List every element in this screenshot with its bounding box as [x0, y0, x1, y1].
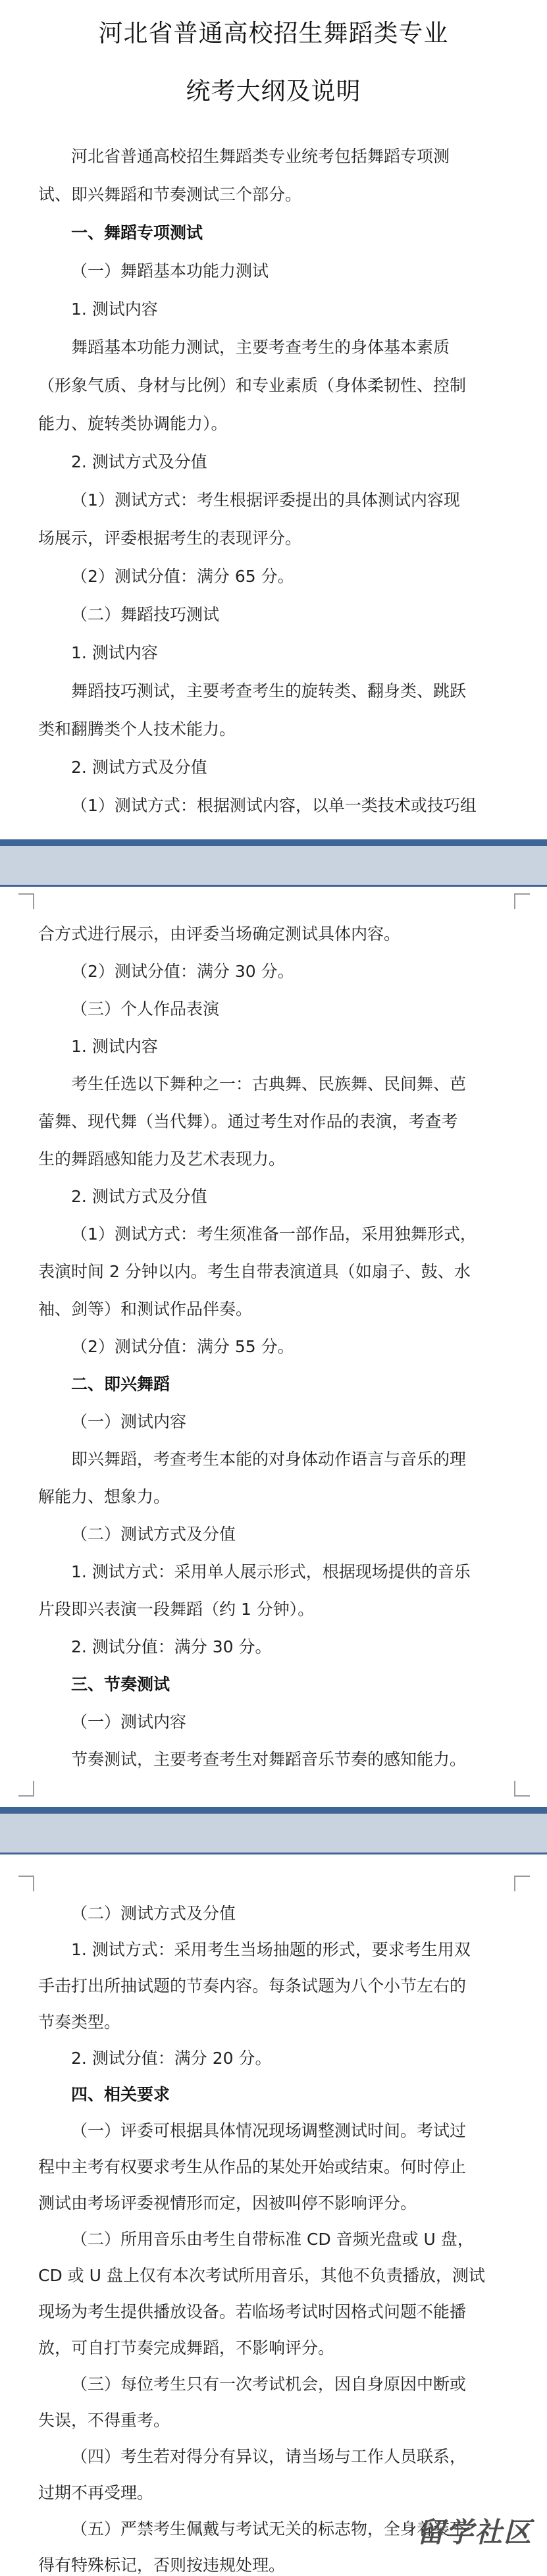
- text-line: 失误，不得重考。: [38, 2411, 170, 2430]
- text-line: 河北省普通高校招生舞蹈类专业统考包括舞蹈专项测: [71, 147, 450, 166]
- text-line: 2. 测试分值：满分 30 分。: [71, 1637, 272, 1656]
- watermark-logo: 留学社区: [416, 2516, 533, 2548]
- text-line: 片段即兴表演一段舞蹈（约 1 分钟）。: [38, 1600, 315, 1619]
- text-line: 合方式进行展示，由评委当场确定测试具体内容。: [38, 924, 401, 943]
- text-line: 现场为考生提供播放设备。若临场考试时因格式问题不能播: [38, 2302, 467, 2321]
- text-line: （三）每位考生只有一次考试机会，因自身原因中断或: [71, 2375, 467, 2394]
- text-line: 2. 测试分值：满分 20 分。: [71, 2049, 272, 2068]
- page-separator: [0, 839, 547, 887]
- text-line: （五）严禁考生佩戴与考试无关的标志物，全身着装不: [71, 2519, 467, 2538]
- text-line: （2）测试分值：满分 65 分。: [71, 567, 294, 586]
- text-line: （1）测试方式：根据测试内容，以单一类技术或技巧组: [71, 796, 477, 815]
- text-line: 舞蹈技巧测试，主要考查考生的旋转类、翻身类、跳跃: [71, 681, 467, 700]
- text-line: 舞蹈基本功能力测试，主要考查考生的身体基本素质: [71, 338, 450, 357]
- text-line: 1. 测试方式：采用考生当场抽题的形式，要求考生用双: [71, 1940, 471, 1959]
- text-line: 能力、旋转类协调能力）。: [38, 414, 228, 433]
- text-line: 一、舞蹈专项测试: [71, 223, 203, 242]
- text-line: （1）测试方式：考生根据评委提出的具体测试内容现: [71, 490, 460, 510]
- text-line: 1. 测试方式：采用单人展示形式，根据现场提供的音乐: [71, 1562, 471, 1581]
- text-line: 过期不再受理。: [38, 2483, 154, 2502]
- text-line: 解能力、想象力。: [38, 1487, 170, 1506]
- text-line: （一）测试内容: [71, 1712, 187, 1731]
- page-2: [0, 887, 547, 1807]
- text-line: 试、即兴舞蹈和节奏测试三个部分。: [38, 185, 302, 204]
- text-line: 2. 测试方式及分值: [71, 1187, 207, 1206]
- crop-mark: [514, 1781, 530, 1797]
- text-line: （二）舞蹈技巧测试: [71, 605, 220, 624]
- text-line: 表演时间 2 分钟以内。考生自带表演道具（如扇子、鼓、水: [38, 1262, 471, 1281]
- document-title-line-1: 河北省普通高校招生舞蹈类专业: [98, 19, 449, 47]
- text-line: 程中主考有权要求考生从作品的某处开始或结束。何时停止: [38, 2157, 467, 2176]
- text-line: 生的舞蹈感知能力及艺术表现力。: [38, 1149, 286, 1169]
- text-line: 二、即兴舞蹈: [71, 1375, 170, 1394]
- text-line: 蕾舞、现代舞（当代舞）。通过考生对作品的表演，考查考: [38, 1112, 458, 1131]
- crop-mark: [18, 1876, 34, 1891]
- page-1: [0, 0, 547, 839]
- crop-mark: [18, 893, 34, 909]
- text-line: 节奏类型。: [38, 2012, 121, 2032]
- text-line: 得有特殊标记，否则按违规处理。: [38, 2556, 286, 2575]
- text-line: （2）测试分值：满分 55 分。: [71, 1337, 294, 1356]
- text-line: 2. 测试方式及分值: [71, 452, 207, 471]
- text-line: （三）个人作品表演: [71, 999, 220, 1018]
- text-line: 节奏测试，主要考查考生对舞蹈音乐节奏的感知能力。: [71, 1750, 467, 1769]
- text-line: 2. 测试方式及分值: [71, 758, 207, 777]
- text-line: 三、节奏测试: [71, 1675, 170, 1694]
- text-line: 袖、剑等）和测试作品伴奏。: [38, 1300, 253, 1319]
- text-line: （一）评委可根据具体情况现场调整测试时间。考试过: [71, 2121, 467, 2140]
- text-line: 类和翻腾类个人技术能力。: [38, 720, 236, 739]
- text-line: （2）测试分值：满分 30 分。: [71, 962, 294, 981]
- text-line: 放，可自打节奏完成舞蹈，不影响评分。: [38, 2338, 335, 2357]
- text-line: 手击打出所抽试题的节奏内容。每条试题为八个小节左右的: [38, 1976, 467, 1995]
- document-title-line-2: 统考大纲及说明: [186, 77, 361, 105]
- page-separator-edge: [0, 839, 547, 846]
- text-line: （一）测试内容: [71, 1412, 187, 1431]
- page-separator: [0, 1807, 547, 1854]
- text-line: （1）测试方式：考生须准备一部作品，采用独舞形式，: [71, 1224, 477, 1244]
- text-line: （二）所用音乐由考生自带标准 CD 音频光盘或 U 盘，: [71, 2230, 474, 2249]
- text-line: 1. 测试内容: [71, 1037, 158, 1056]
- text-line: （二）测试方式及分值: [71, 1525, 236, 1544]
- page-3: [0, 1854, 547, 2575]
- text-line: （二）测试方式及分值: [71, 1904, 236, 1923]
- text-line: （一）舞蹈基本功能力测试: [71, 261, 269, 280]
- text-line: 1. 测试内容: [71, 300, 158, 319]
- text-line: 四、相关要求: [71, 2085, 170, 2104]
- text-line: CD 或 U 盘上仅有本次考试所用音乐，其他不负责播放，测试: [38, 2266, 485, 2285]
- text-line: 考生任选以下舞种之一：古典舞、民族舞、民间舞、芭: [71, 1074, 467, 1093]
- text-line: （形象气质、身材与比例）和专业素质（身体柔韧性、控制: [38, 376, 467, 395]
- text-line: 场展示，评委根据考生的表现评分。: [38, 529, 302, 548]
- text-line: （四）考生若对得分有异议，请当场与工作人员联系，: [71, 2447, 467, 2466]
- crop-mark: [514, 1876, 530, 1891]
- crop-mark: [18, 1781, 34, 1797]
- text-line: 1. 测试内容: [71, 643, 158, 662]
- text-line: 即兴舞蹈，考查考生本能的对身体动作语言与音乐的理: [71, 1450, 467, 1469]
- page-separator-edge: [0, 1807, 547, 1814]
- text-line: 测试由考场评委视情形而定，因被叫停不影响评分。: [38, 2194, 417, 2213]
- crop-mark: [514, 893, 530, 909]
